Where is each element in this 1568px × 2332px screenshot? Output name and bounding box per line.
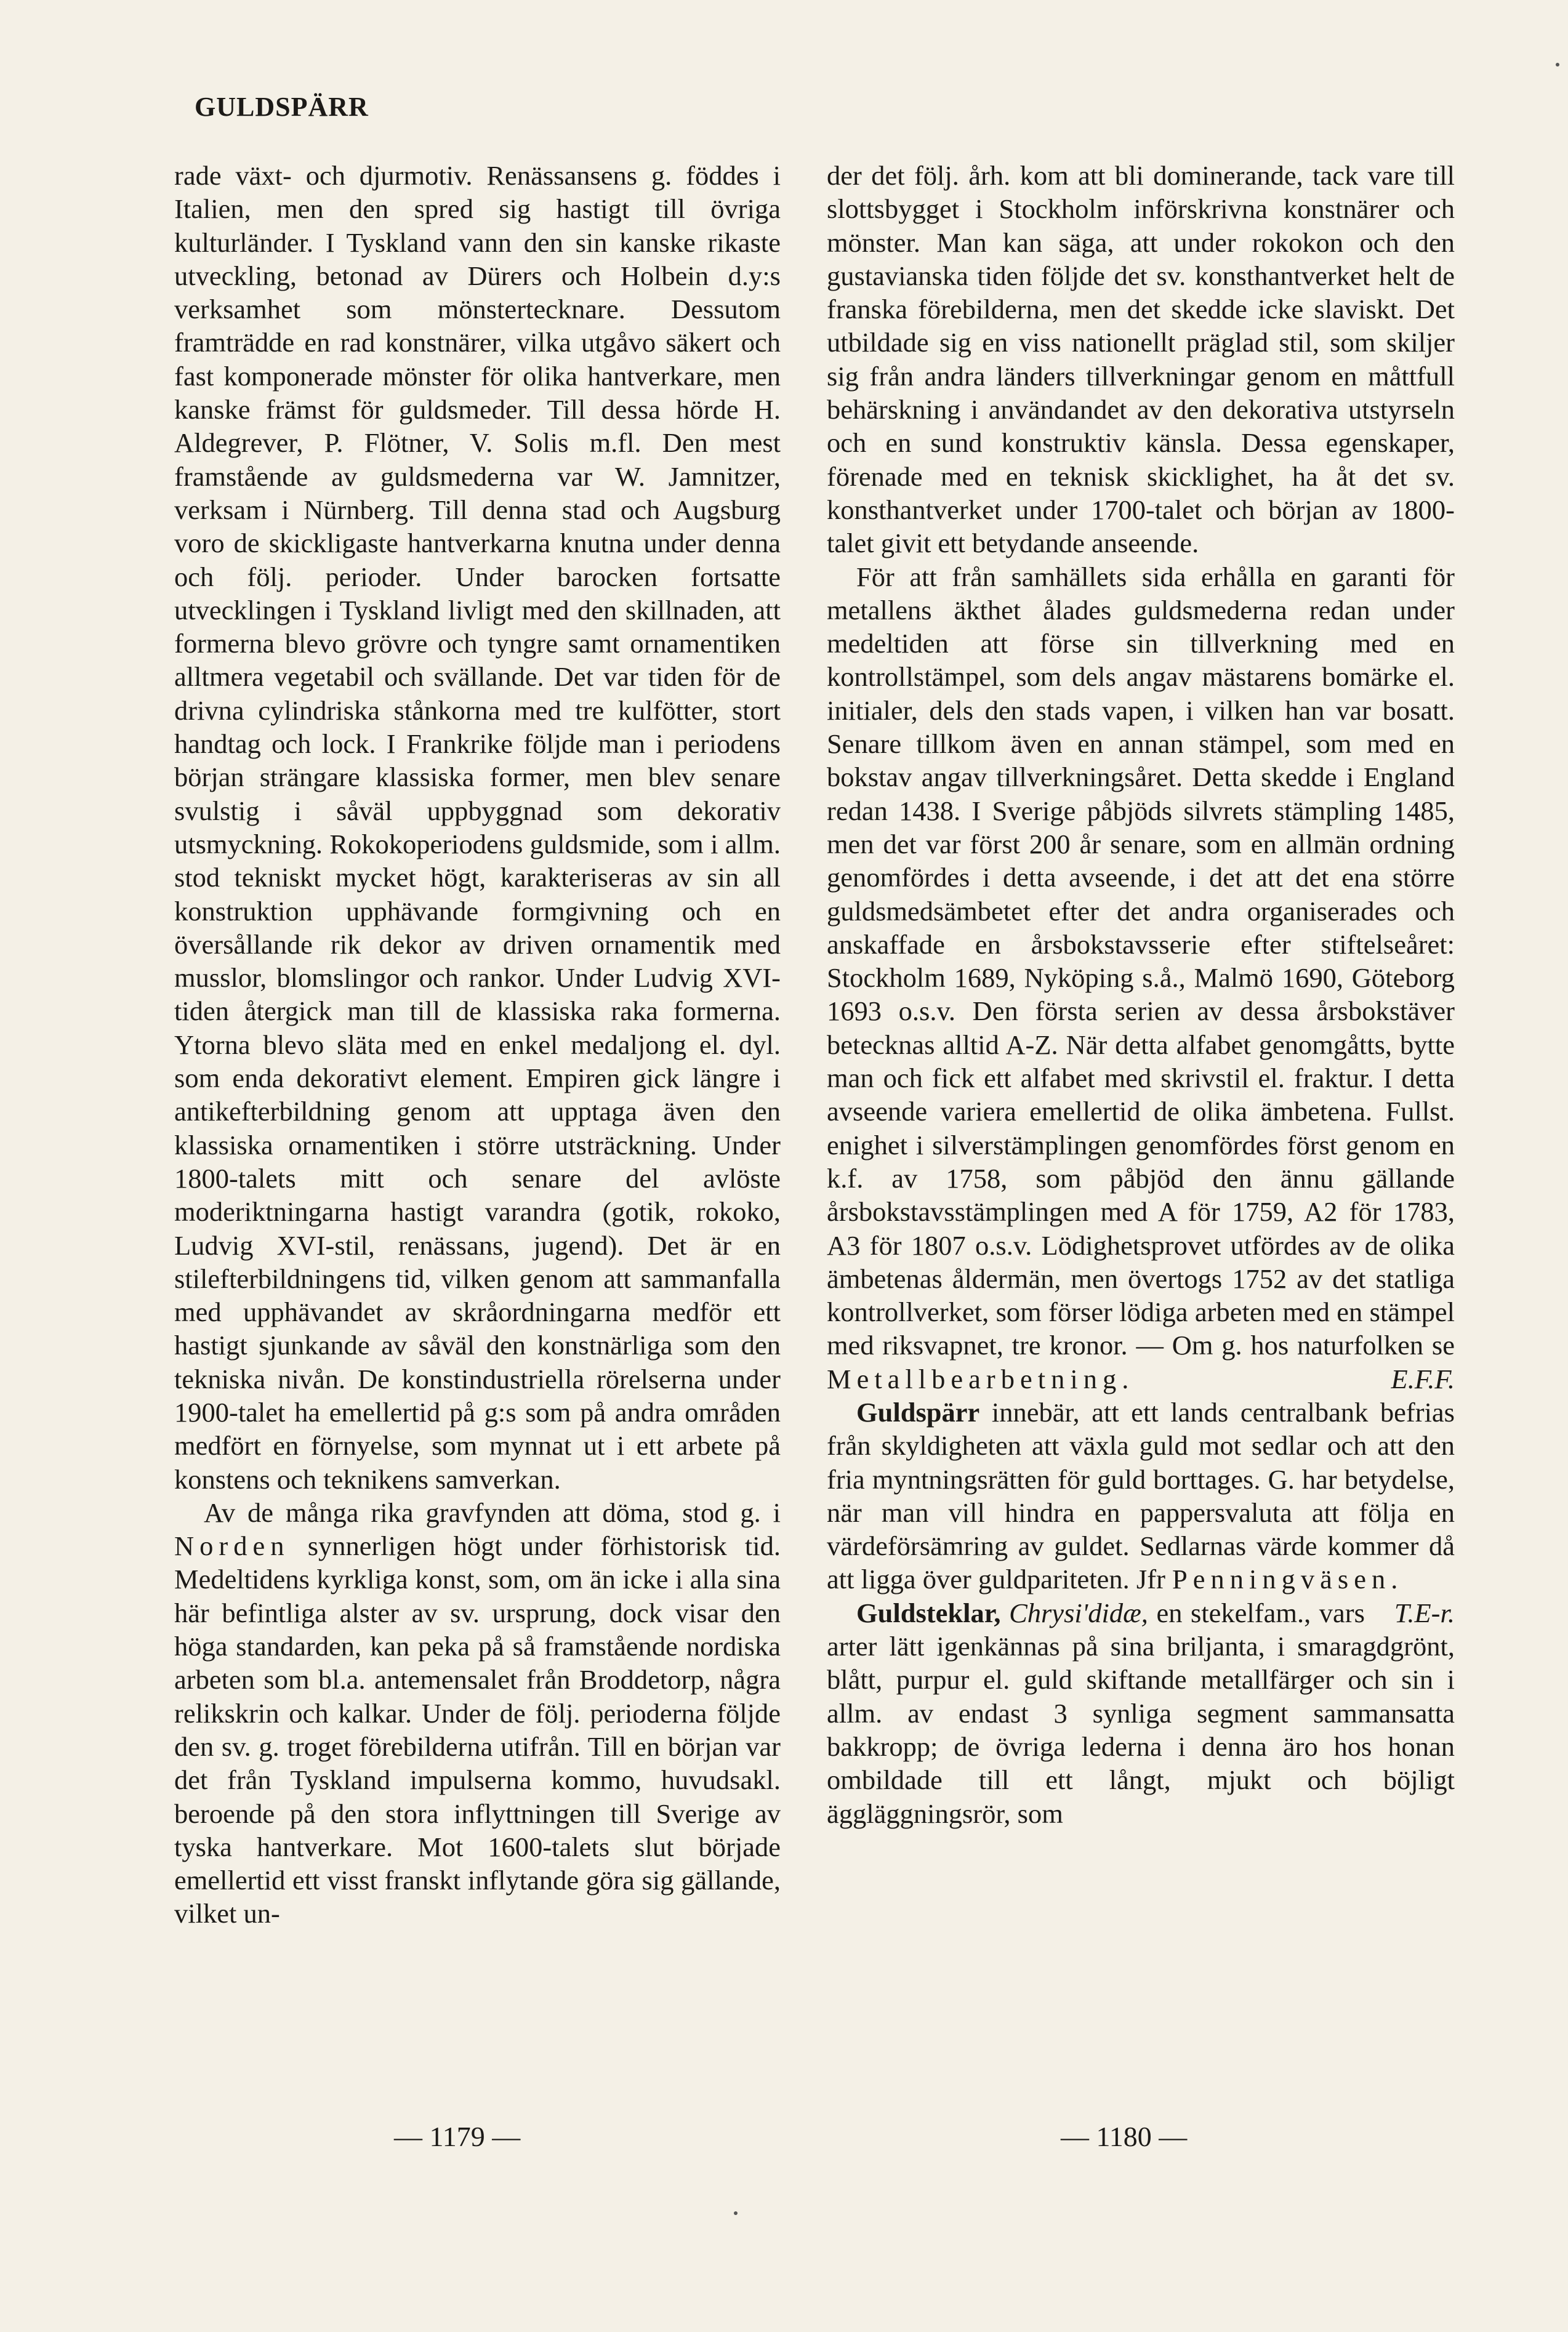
paper-speck	[1556, 63, 1559, 66]
paragraph: rade växt- och djurmotiv. Renässansens g. föddes i Italien, men den spred sig hastigt till övriga kulturländer. I Tyskland vann den sin kanske rikaste utveckling, betonad av Dürers och Holbein d.y:s verksamhet som mönstertecknare. Dessutom framträdde en rad konstnärer, vilka utgåvo säkert och fast komponerade mönster för olika hantverkare, men kanske främst för guldsmeder. Till dessa hörde H. Aldegrever, P. Flötner, V. Solis m.fl. Den mest framstående av guldsmederna var W. Jamnitzer, verksam i Nürnberg. Till denna stad och Augsburg voro de skickligaste hantverkarna knutna under denna och följ. perioder. Under barocken fortsatte utvecklingen i Tyskland livligt med den skillnaden, att formerna blevo grövre och tyngre samt ornamentiken alltmera vegetabil och svällande. Det var tiden för de drivna cylindriska stånkorna med tre kulfötter, stort handtag och lock. I Frankrike följde man i periodens början strängare klassiska former, men blev senare svulstig i såväl uppbyggnad som dekorativ utsmyckning. Rokokoperiodens guldsmide, som i allm. stod tekniskt mycket högt, karakteriseras av sin all konstruktion upphävande formgivning och en översållande rik dekor av driven ornamentik med musslor, blomslingor och rankor. Under Ludvig XVI-tiden återgick man till de klassiska raka formerna. Ytorna blevo släta med en enkel medaljong el. dyl. som enda dekorativt element. Empiren gick längre i antikefterbildning genom att upptaga även den klassiska ornamentiken i större utsträckning. Under 1800-talets mitt och senare del avlöste moderiktningarna hastigt varandra (gotik, rokoko, Ludvig XVI-stil, renässans, jugend). Det är en stilefterbildningens tid, vilken genom att sammanfalla med upphävandet av skråordningarna medför ett hastigt sjunkande av såväl den konstnärliga som den tekniska nivån. De konstindustriella rörelserna under 1900-talet ha emellertid på g:s som på andra områden medfört en förnyelse, som mynnat ut i ett arbete på konstens och teknikens samverkan.	[174, 160, 781, 1495]
text-run: Av de många rika gravfynden att döma, stod g. i	[204, 1497, 781, 1528]
left-column	[174, 159, 781, 1931]
text-run: innebär, att ett lands centralbank befrias från skyldigheten att växla guld mot sedlar och att den fria myntningsrätten för guld borttages. G. har betydelse, när man vill hindra en pappersvaluta att följa en värdeförsämring av guldet. Sedlarnas värde kommer då att ligga över guldpariteten. Jfr	[827, 1396, 1455, 1595]
text-run: synnerligen högt under förhistorisk tid. Medeltidens kyrkliga konst, som, om än icke i alla sina här befintliga alster av sv. ursprung, dock visar den höga standarden, kan peka på så framstående nordiska arbeten som bl.a. antemensalet från Broddetorp, några relikskrin och kalkar. Under de följ. perioderna följde den sv. g. troget förebilderna utifrån. Till en början var det från Tyskland impulserna kommo, huvudsakl. beroende på den stora inflyttningen till Sverige av tyska hantverkare. Mot 1600-talets slut började emellertid ett visst franskt inflytande göra sig gällande, vilket un-	[174, 1530, 781, 1929]
page-number-right: — 1180 —	[1061, 2121, 1188, 2152]
cross-reference: Metallbearbetning.	[827, 1363, 1135, 1394]
text-run: För att från samhällets sida erhålla en garanti för metallens äkthet ålades guldsmederna redan under medeltiden att förse sin tillverkning med en kontrollstämpel, som dels angav mästarens bomärke el. initialer, dels den stads vapen, i vilken han var bosatt. Senare tillkom även en annan stämpel, som med en bokstav angav tillverkningsåret. Detta skedde i England redan 1438. I Sverige påbjöds silvrets stämpling 1485, men det var först 200 år senare, som en allmän ordning genomfördes i detta avseende, i det att det ena större guldsmedsämbetet efter det andra organiserades och anskaffade en årsbokstavsserie efter stiftelseåret: Stockholm 1689, Nyköping s.å., Malmö 1690, Göteborg 1693 o.s.v. Den första serien av dessa årsbokstäver betecknas alltid A-Z. När detta alfabet genomgåtts, bytte man och fick ett alfabet med skrivstil el. fraktur. I detta avseende variera emellertid de olika ämbetena. Fullst. enighet i silverstämplingen genomfördes först genom en k.f. av 1758, som påbjöd den ännu gällande årsbokstavsstämplingen med A för 1759, A2 för 1783, A3 för 1807 o.s.v. Lödighetsprovet utfördes av de olika ämbetenas åldermän, men övertogs 1752 av det statliga kontrollverket, som förser lödiga arbeten med en stämpel med riksvapnet, tre kronor. — Om g. hos naturfolken se	[827, 561, 1455, 1361]
text-run: en stekelfam., vars arter lätt igenkännas på sina briljanta, i smaragdgrönt, blått, purpur el. guld skiftande metallfärger och sin i allm. av endast 3 synliga segment sammansatta bakkropp; de övriga lederna i denna äro hos honan ombildade till ett långt, mjukt och böjligt äggläggningsrör, som	[827, 1597, 1455, 1829]
author-signature: E.F.F.	[1391, 1363, 1455, 1394]
right-column	[827, 159, 1455, 1830]
spaced-term: Norden	[174, 1530, 290, 1562]
paragraph	[827, 560, 1455, 1396]
paragraph: der det följ. årh. kom att bli dominerande, tack vare till slottsbygget i Stockholm införskrivna konstnärer och mönster. Man kan säga, att under rokokon och den gustavianska tiden följde det sv. konsthantverket helt de franska förebilderna, men det skedde icke slaviskt. Det utbildade sig en viss nationellt präglad stil, som skiljer sig från andra länders tillverkningar genom en måttfull behärskning i användandet av den dekorativa utstyrseln och en sund konstruktiv känsla. Dessa egenskaper, förenade med en teknisk skicklighet, ha åt det sv. konsthantverket under 1700-talet och början av 1800-talet givit ett betydande anseende.	[827, 160, 1455, 559]
cross-reference: Penningväsen.	[1172, 1564, 1404, 1595]
page-number-left: — 1179 —	[394, 2121, 521, 2152]
author-signature: T.E-r.	[1394, 1597, 1455, 1628]
entry-headword: Guldsteklar,	[856, 1597, 1001, 1628]
paragraph	[174, 1496, 781, 1931]
paper-speck	[734, 2211, 738, 2215]
entry-headword: Guldspärr	[856, 1396, 980, 1428]
latin-name: Chrysi'didæ,	[1009, 1597, 1148, 1628]
encyclopedia-entry-guldsteklar	[827, 1596, 1455, 1830]
running-header: GULDSPÄRR	[195, 92, 369, 122]
